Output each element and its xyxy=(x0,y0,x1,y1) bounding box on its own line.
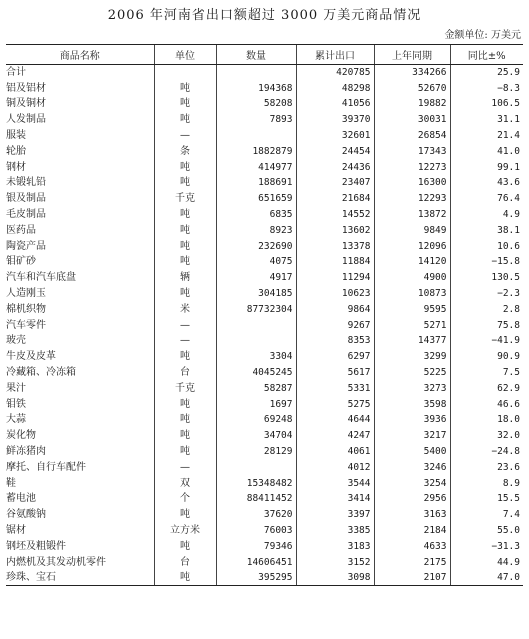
cell-cumulative-export: 3152 xyxy=(296,554,374,570)
cell-last-year: 12293 xyxy=(374,191,450,207)
export-table xyxy=(6,44,523,586)
cell-yoy-change: −2.3 xyxy=(450,286,523,302)
cell-name: 谷氨酸钠 xyxy=(6,509,46,521)
table-row xyxy=(6,523,523,539)
cell-last-year: 26854 xyxy=(374,128,450,144)
cell-quantity: 6835 xyxy=(216,207,296,223)
cell-cumulative-export: 23407 xyxy=(296,175,374,191)
cell-unit: 立方米 xyxy=(154,523,216,539)
cell-last-year: 334266 xyxy=(374,65,450,81)
cell-cumulative-export: 4061 xyxy=(296,444,374,460)
cell-last-year: 12273 xyxy=(374,159,450,175)
cell-unit: 吨 xyxy=(154,238,216,254)
cell-name: 果汁 xyxy=(6,382,26,394)
cell-last-year: 5271 xyxy=(374,317,450,333)
cell-name: 服装 xyxy=(6,130,26,142)
table-row xyxy=(6,396,523,412)
cell-yoy-change: −41.9 xyxy=(450,333,523,349)
cell-cumulative-export: 21684 xyxy=(296,191,374,207)
cell-last-year: 4633 xyxy=(374,538,450,554)
cell-unit: 吨 xyxy=(154,222,216,238)
cell-last-year: 2107 xyxy=(374,570,450,586)
cell-quantity xyxy=(216,65,296,81)
cell-last-year: 52670 xyxy=(374,80,450,96)
cell-cumulative-export: 24436 xyxy=(296,159,374,175)
table-row xyxy=(6,143,523,159)
cell-cumulative-export: 11884 xyxy=(296,254,374,270)
cell-unit: 条 xyxy=(154,143,216,159)
cell-quantity xyxy=(216,128,296,144)
cell-unit: 吨 xyxy=(154,538,216,554)
cell-name: 冷藏箱、冷冻箱 xyxy=(6,367,76,379)
table-row xyxy=(6,507,523,523)
cell-yoy-change: 21.4 xyxy=(450,128,523,144)
table-row xyxy=(6,286,523,302)
table-row xyxy=(6,349,523,365)
cell-quantity: 15348482 xyxy=(216,475,296,491)
cell-unit: 吨 xyxy=(154,207,216,223)
cell-unit: 辆 xyxy=(154,270,216,286)
cell-last-year: 2956 xyxy=(374,491,450,507)
cell-cumulative-export: 3098 xyxy=(296,570,374,586)
cell-yoy-change: 55.0 xyxy=(450,523,523,539)
cell-quantity: 4917 xyxy=(216,270,296,286)
table-row xyxy=(6,191,523,207)
table-row xyxy=(6,80,523,96)
cell-cumulative-export: 4247 xyxy=(296,428,374,444)
cell-name: 内燃机及其发动机零件 xyxy=(6,556,106,568)
cell-unit: 吨 xyxy=(154,396,216,412)
cell-unit: — xyxy=(154,333,216,349)
cell-quantity: 87732304 xyxy=(216,301,296,317)
cell-unit: 双 xyxy=(154,475,216,491)
cell-unit: 吨 xyxy=(154,570,216,586)
cell-cumulative-export: 32601 xyxy=(296,128,374,144)
cell-name: 人发制品 xyxy=(6,114,46,126)
cell-quantity: 4075 xyxy=(216,254,296,270)
cell-yoy-change: 99.1 xyxy=(450,159,523,175)
cell-yoy-change: 32.0 xyxy=(450,428,523,444)
cell-quantity: 76003 xyxy=(216,523,296,539)
cell-last-year: 3246 xyxy=(374,459,450,475)
cell-unit: 吨 xyxy=(154,428,216,444)
header-row xyxy=(6,45,523,65)
cell-name: 铜及铜材 xyxy=(6,98,46,110)
cell-name: 棉机织物 xyxy=(6,303,46,315)
cell-name: 牛皮及皮革 xyxy=(6,351,56,363)
cell-cumulative-export: 4644 xyxy=(296,412,374,428)
table-row xyxy=(6,459,523,475)
table-row xyxy=(6,554,523,570)
cell-last-year: 14120 xyxy=(374,254,450,270)
cell-quantity: 69248 xyxy=(216,412,296,428)
cell-cumulative-export: 8353 xyxy=(296,333,374,349)
cell-yoy-change: −31.3 xyxy=(450,538,523,554)
cell-unit: 个 xyxy=(154,491,216,507)
cell-name: 铝及铝材 xyxy=(6,82,46,94)
table-row xyxy=(6,238,523,254)
cell-yoy-change: −24.8 xyxy=(450,444,523,460)
cell-name: 鲜冻猪肉 xyxy=(6,446,46,458)
table-row xyxy=(6,333,523,349)
cell-yoy-change: 43.6 xyxy=(450,175,523,191)
cell-quantity: 194368 xyxy=(216,80,296,96)
cell-yoy-change: 62.9 xyxy=(450,380,523,396)
cell-name: 毛皮制品 xyxy=(6,209,46,221)
table-row xyxy=(6,270,523,286)
cell-cumulative-export: 24454 xyxy=(296,143,374,159)
cell-unit: 吨 xyxy=(154,175,216,191)
cell-last-year: 13872 xyxy=(374,207,450,223)
cell-name: 汽车零件 xyxy=(6,319,46,331)
cell-last-year: 9595 xyxy=(374,301,450,317)
cell-cumulative-export: 420785 xyxy=(296,65,374,81)
total-row xyxy=(6,65,523,81)
cell-unit: 吨 xyxy=(154,80,216,96)
cell-quantity: 232690 xyxy=(216,238,296,254)
cell-last-year: 3598 xyxy=(374,396,450,412)
cell-yoy-change: −8.3 xyxy=(450,80,523,96)
cell-name: 合计 xyxy=(6,67,26,79)
cell-quantity xyxy=(216,333,296,349)
cell-cumulative-export: 3385 xyxy=(296,523,374,539)
cell-last-year: 14377 xyxy=(374,333,450,349)
cell-unit: 台 xyxy=(154,365,216,381)
cell-quantity: 7893 xyxy=(216,112,296,128)
cell-yoy-change: 7.5 xyxy=(450,365,523,381)
cell-cumulative-export: 3414 xyxy=(296,491,374,507)
cell-yoy-change: 38.1 xyxy=(450,222,523,238)
table-row xyxy=(6,538,523,554)
cell-quantity xyxy=(216,459,296,475)
table-row xyxy=(6,96,523,112)
cell-name: 钢材 xyxy=(6,161,26,173)
cell-name: 珍珠、宝石 xyxy=(6,570,154,586)
cell-name: 陶瓷产品 xyxy=(6,240,46,252)
cell-unit: 吨 xyxy=(154,159,216,175)
cell-cumulative-export: 5275 xyxy=(296,396,374,412)
cell-yoy-change: 8.9 xyxy=(450,475,523,491)
cell-last-year: 3254 xyxy=(374,475,450,491)
cell-last-year: 5400 xyxy=(374,444,450,460)
table-row xyxy=(6,222,523,238)
table-row xyxy=(6,380,523,396)
cell-unit: 吨 xyxy=(154,254,216,270)
cell-name: 蓄电池 xyxy=(6,493,36,505)
cell-last-year: 3217 xyxy=(374,428,450,444)
cell-unit: 吨 xyxy=(154,444,216,460)
cell-unit: 千克 xyxy=(154,380,216,396)
cell-last-year: 10873 xyxy=(374,286,450,302)
header-cumulative-export: 累计出口 xyxy=(296,45,374,65)
cell-cumulative-export: 9864 xyxy=(296,301,374,317)
table-row xyxy=(6,428,523,444)
cell-last-year: 5225 xyxy=(374,365,450,381)
cell-quantity: 395295 xyxy=(216,570,296,586)
table-row xyxy=(6,175,523,191)
header-quantity: 数量 xyxy=(216,45,296,65)
cell-yoy-change: 15.5 xyxy=(450,491,523,507)
cell-quantity: 34704 xyxy=(216,428,296,444)
cell-cumulative-export: 5617 xyxy=(296,365,374,381)
cell-quantity: 188691 xyxy=(216,175,296,191)
cell-last-year: 3163 xyxy=(374,507,450,523)
cell-yoy-change: 10.6 xyxy=(450,238,523,254)
cell-yoy-change: 44.9 xyxy=(450,554,523,570)
cell-quantity: 8923 xyxy=(216,222,296,238)
cell-name: 鞋 xyxy=(6,477,16,489)
table-row xyxy=(6,301,523,317)
cell-unit: 台 xyxy=(154,554,216,570)
cell-unit: 吨 xyxy=(154,349,216,365)
cell-quantity: 1882879 xyxy=(216,143,296,159)
cell-yoy-change: 2.8 xyxy=(450,301,523,317)
cell-name: 人造刚玉 xyxy=(6,288,46,300)
cell-name: 玻壳 xyxy=(6,335,26,347)
cell-cumulative-export: 9267 xyxy=(296,317,374,333)
cell-yoy-change: 7.4 xyxy=(450,507,523,523)
cell-unit: — xyxy=(154,128,216,144)
cell-name: 钼铁 xyxy=(6,398,26,410)
cell-unit: — xyxy=(154,317,216,333)
cell-yoy-change: 41.0 xyxy=(450,143,523,159)
table-row xyxy=(6,254,523,270)
cell-cumulative-export: 48298 xyxy=(296,80,374,96)
cell-last-year: 9849 xyxy=(374,222,450,238)
cell-yoy-change: 46.6 xyxy=(450,396,523,412)
cell-last-year: 19882 xyxy=(374,96,450,112)
cell-unit: — xyxy=(154,459,216,475)
cell-cumulative-export: 13602 xyxy=(296,222,374,238)
header-last-year: 上年同期 xyxy=(374,45,450,65)
cell-unit: 千克 xyxy=(154,191,216,207)
cell-cumulative-export: 41056 xyxy=(296,96,374,112)
cell-unit: 吨 xyxy=(154,286,216,302)
cell-name: 轮胎 xyxy=(6,145,26,157)
cell-cumulative-export: 14552 xyxy=(296,207,374,223)
cell-quantity: 79346 xyxy=(216,538,296,554)
cell-cumulative-export: 5331 xyxy=(296,380,374,396)
cell-name: 炭化物 xyxy=(6,430,36,442)
cell-yoy-change: 31.1 xyxy=(450,112,523,128)
cell-quantity: 28129 xyxy=(216,444,296,460)
cell-unit: 米 xyxy=(154,301,216,317)
cell-yoy-change: 25.9 xyxy=(450,65,523,81)
unit-note: 金额单位: 万美元 xyxy=(444,30,521,41)
cell-yoy-change: −15.8 xyxy=(450,254,523,270)
cell-last-year: 30031 xyxy=(374,112,450,128)
cell-quantity: 414977 xyxy=(216,159,296,175)
cell-unit: 吨 xyxy=(154,96,216,112)
table-row xyxy=(6,159,523,175)
cell-yoy-change: 76.4 xyxy=(450,191,523,207)
cell-cumulative-export: 11294 xyxy=(296,270,374,286)
cell-quantity: 651659 xyxy=(216,191,296,207)
cell-cumulative-export: 10623 xyxy=(296,286,374,302)
cell-last-year: 16300 xyxy=(374,175,450,191)
cell-cumulative-export: 3544 xyxy=(296,475,374,491)
cell-quantity: 58208 xyxy=(216,96,296,112)
header-name: 商品名称 xyxy=(6,45,154,65)
cell-yoy-change: 18.0 xyxy=(450,412,523,428)
cell-name: 未锻轧铅 xyxy=(6,177,46,189)
cell-unit: 吨 xyxy=(154,412,216,428)
cell-quantity: 304185 xyxy=(216,286,296,302)
cell-name: 摩托、自行车配件 xyxy=(6,461,86,473)
table-row xyxy=(6,365,523,381)
cell-last-year: 17343 xyxy=(374,143,450,159)
table-row xyxy=(6,317,523,333)
table-title: 2006 年河南省出口额超过 3000 万美元商品情况 xyxy=(107,8,422,23)
cell-yoy-change: 47.0 xyxy=(450,570,523,586)
cell-name: 银及制品 xyxy=(6,193,46,205)
cell-cumulative-export: 39370 xyxy=(296,112,374,128)
cell-unit: 吨 xyxy=(154,507,216,523)
header-yoy-change: 同比±% xyxy=(450,45,523,65)
cell-yoy-change: 23.6 xyxy=(450,459,523,475)
cell-last-year: 3273 xyxy=(374,380,450,396)
cell-cumulative-export: 13378 xyxy=(296,238,374,254)
cell-last-year: 4900 xyxy=(374,270,450,286)
table-body xyxy=(6,65,523,586)
cell-yoy-change: 90.9 xyxy=(450,349,523,365)
table-row xyxy=(6,412,523,428)
cell-name: 大蒜 xyxy=(6,414,26,426)
table-row xyxy=(6,128,523,144)
cell-quantity: 88411452 xyxy=(216,491,296,507)
cell-last-year: 3299 xyxy=(374,349,450,365)
cell-name: 医药品 xyxy=(6,224,36,236)
table-row xyxy=(6,444,523,460)
cell-last-year: 2175 xyxy=(374,554,450,570)
cell-quantity xyxy=(216,317,296,333)
table-row xyxy=(6,112,523,128)
cell-last-year: 12096 xyxy=(374,238,450,254)
cell-cumulative-export: 3397 xyxy=(296,507,374,523)
cell-quantity: 3304 xyxy=(216,349,296,365)
cell-unit xyxy=(154,65,216,81)
cell-quantity: 14606451 xyxy=(216,554,296,570)
table-row xyxy=(6,491,523,507)
cell-name: 钢坯及粗锻件 xyxy=(6,540,66,552)
cell-yoy-change: 4.9 xyxy=(450,207,523,223)
cell-quantity: 58287 xyxy=(216,380,296,396)
cell-unit: 吨 xyxy=(154,112,216,128)
table-row xyxy=(6,570,523,586)
cell-name: 钼矿砂 xyxy=(6,256,36,268)
header-unit: 单位 xyxy=(154,45,216,65)
table-row xyxy=(6,207,523,223)
cell-cumulative-export: 3183 xyxy=(296,538,374,554)
cell-quantity: 1697 xyxy=(216,396,296,412)
cell-cumulative-export: 4012 xyxy=(296,459,374,475)
cell-quantity: 37620 xyxy=(216,507,296,523)
cell-yoy-change: 106.5 xyxy=(450,96,523,112)
cell-last-year: 2184 xyxy=(374,523,450,539)
cell-quantity: 4045245 xyxy=(216,365,296,381)
table-row xyxy=(6,475,523,491)
cell-yoy-change: 75.8 xyxy=(450,317,523,333)
cell-name: 汽车和汽车底盘 xyxy=(6,272,76,284)
cell-last-year: 3936 xyxy=(374,412,450,428)
cell-name: 锯材 xyxy=(6,525,26,536)
cell-cumulative-export: 6297 xyxy=(296,349,374,365)
cell-yoy-change: 130.5 xyxy=(450,270,523,286)
